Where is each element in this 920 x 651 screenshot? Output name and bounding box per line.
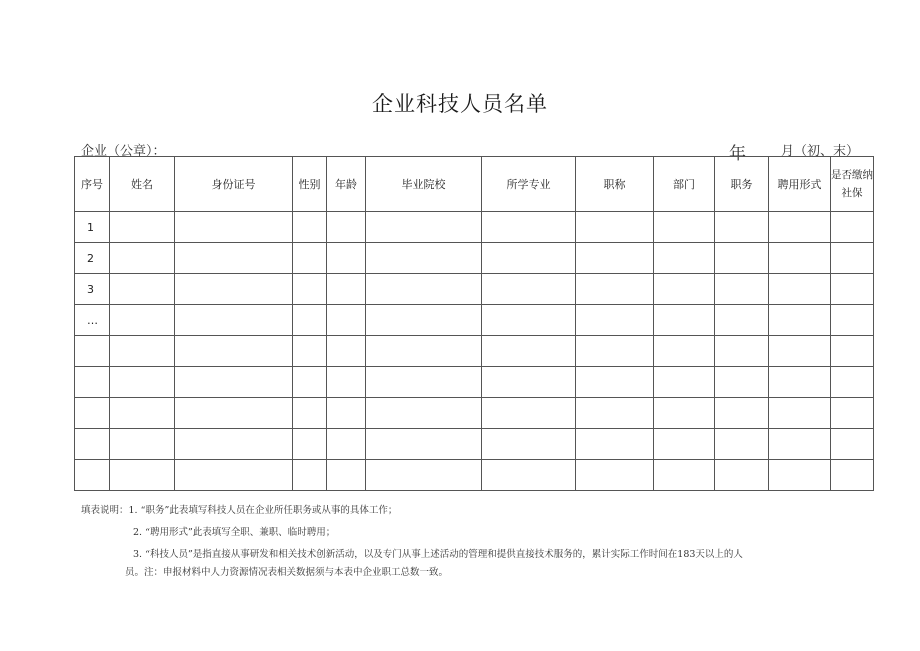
table-cell[interactable] [831,398,874,429]
table-cell[interactable] [769,429,831,460]
table-cell[interactable] [769,305,831,336]
year-label: 年 [729,144,746,164]
table-cell[interactable] [715,274,769,305]
table-cell[interactable] [769,367,831,398]
table-cell[interactable] [110,212,175,243]
table-cell[interactable] [654,305,715,336]
table-cell[interactable] [769,274,831,305]
table-cell[interactable] [482,398,576,429]
table-cell[interactable] [175,243,293,274]
table-cell[interactable] [175,367,293,398]
table-cell[interactable] [576,367,654,398]
table-cell[interactable] [769,243,831,274]
table-cell[interactable] [715,429,769,460]
table-cell[interactable] [175,336,293,367]
table-cell[interactable] [293,367,327,398]
notes-prefix: 填表说明： [81,505,129,516]
table-cell[interactable] [327,305,366,336]
note-item-1: 1. “职务”此表填写科技人员在企业所任职务或从事的具体工作； [128,505,398,516]
page-title: 企业科技人员名单 [372,92,548,116]
table-cell[interactable] [576,305,654,336]
table-cell[interactable] [654,336,715,367]
table-cell[interactable] [482,305,576,336]
table-cell[interactable] [110,274,175,305]
table-cell[interactable] [366,212,482,243]
row-index-cell[interactable]: 3 [75,274,110,305]
month-label: 月（初、末） [781,144,860,159]
header-department: 部门 [654,157,715,212]
row-index-cell[interactable] [75,460,110,491]
table-cell[interactable] [110,460,175,491]
table-cell[interactable] [654,398,715,429]
table-cell[interactable] [576,336,654,367]
table-cell[interactable] [482,460,576,491]
table-cell[interactable] [654,367,715,398]
table-cell[interactable] [366,336,482,367]
table-cell[interactable] [327,398,366,429]
table-cell[interactable] [327,336,366,367]
header-index: 序号 [75,157,110,212]
table-cell[interactable] [293,243,327,274]
table-cell[interactable] [110,305,175,336]
row-index-cell[interactable] [75,336,110,367]
table-cell[interactable] [576,212,654,243]
table-cell[interactable] [293,274,327,305]
header-name: 姓名 [110,157,175,212]
table-cell[interactable] [576,429,654,460]
table-cell[interactable] [831,336,874,367]
table-cell[interactable] [327,367,366,398]
table-cell[interactable] [327,429,366,460]
header-employment-type: 聘用形式 [769,157,831,212]
table-cell[interactable] [293,429,327,460]
header-school: 毕业院校 [366,157,482,212]
table-cell[interactable] [831,429,874,460]
table-cell[interactable] [831,212,874,243]
table-cell[interactable] [366,460,482,491]
row-index-cell[interactable] [75,429,110,460]
header-major: 所学专业 [482,157,576,212]
table-cell[interactable] [327,243,366,274]
table-cell[interactable] [654,460,715,491]
table-cell[interactable] [715,367,769,398]
table-cell[interactable] [831,243,874,274]
table-row [75,212,874,243]
table-cell[interactable] [293,336,327,367]
table-cell[interactable] [366,398,482,429]
table-cell[interactable] [482,429,576,460]
table-cell[interactable] [175,429,293,460]
table-cell[interactable] [576,243,654,274]
table-cell[interactable] [576,460,654,491]
table-row [75,274,874,305]
row-index-cell[interactable] [75,367,110,398]
table-row [75,460,874,491]
staff-roster-table [74,156,874,491]
table-row [75,398,874,429]
table-cell[interactable] [831,460,874,491]
note-item-3-line1: 3. “科技人员”是指直接从事研发和相关技术创新活动，以及专门从事上述活动的管理和提供直接技术服务的，累计实际工作时间在183天以上的人 [133,549,743,560]
table-cell[interactable] [110,243,175,274]
table-cell[interactable] [715,460,769,491]
table-cell[interactable] [175,212,293,243]
table-cell[interactable] [366,429,482,460]
table-cell[interactable] [654,274,715,305]
table-cell[interactable] [715,212,769,243]
table-cell[interactable] [769,398,831,429]
table-cell[interactable] [715,398,769,429]
table-cell[interactable] [327,274,366,305]
table-cell[interactable] [293,212,327,243]
table-cell[interactable] [576,398,654,429]
row-index-cell[interactable]: … [75,305,110,336]
header-title: 职称 [576,157,654,212]
table-cell[interactable] [482,212,576,243]
table-row [75,305,874,336]
table-cell[interactable] [654,429,715,460]
row-index-cell[interactable]: 2 [75,243,110,274]
company-seal-label: 企业（公章）： [81,144,166,159]
table-cell[interactable] [175,460,293,491]
table-cell[interactable] [175,398,293,429]
table-cell[interactable] [110,398,175,429]
table-cell[interactable] [769,336,831,367]
table-cell[interactable] [175,305,293,336]
table-cell[interactable] [576,274,654,305]
table-row [75,367,874,398]
table-cell[interactable] [293,305,327,336]
table-cell[interactable] [366,367,482,398]
table-cell[interactable] [482,274,576,305]
table-row [75,429,874,460]
table-cell[interactable] [293,398,327,429]
table-cell[interactable] [715,243,769,274]
table-cell[interactable] [654,212,715,243]
table-cell[interactable] [831,367,874,398]
table-cell[interactable] [110,429,175,460]
table-cell[interactable] [110,367,175,398]
note-item-3 [81,544,871,566]
table-cell[interactable] [654,243,715,274]
row-index-cell[interactable] [75,398,110,429]
table-cell[interactable] [366,305,482,336]
table-cell[interactable] [482,243,576,274]
table-cell[interactable] [482,367,576,398]
header-age: 年龄 [327,157,366,212]
table-cell[interactable] [366,243,482,274]
table-cell[interactable] [769,212,831,243]
table-row [75,336,874,367]
table-row [75,243,874,274]
table-header-row [75,157,874,212]
table-cell[interactable] [831,305,874,336]
header-gender: 性别 [293,157,327,212]
table-cell[interactable] [175,274,293,305]
table-cell[interactable] [366,274,482,305]
filling-instructions [81,500,871,580]
table-cell[interactable] [482,336,576,367]
table-cell[interactable] [715,336,769,367]
table-cell[interactable] [715,305,769,336]
table-cell[interactable] [327,460,366,491]
table-cell[interactable] [769,460,831,491]
table-cell[interactable] [293,460,327,491]
note-item-3-line2: 员。注：申报材料中人力资源情况表相关数据须与本表中企业职工总数一致。 [125,567,449,578]
header-social-insurance: 是否缴纳社保 [831,157,874,212]
table-cell[interactable] [831,274,874,305]
note-item-2: 2. “聘用形式”此表填写全职、兼职、临时聘用； [133,527,336,538]
header-position: 职务 [715,157,769,212]
header-id-number: 身份证号 [175,157,293,212]
table-cell[interactable] [327,212,366,243]
row-index-cell[interactable]: 1 [75,212,110,243]
table-cell[interactable] [110,336,175,367]
